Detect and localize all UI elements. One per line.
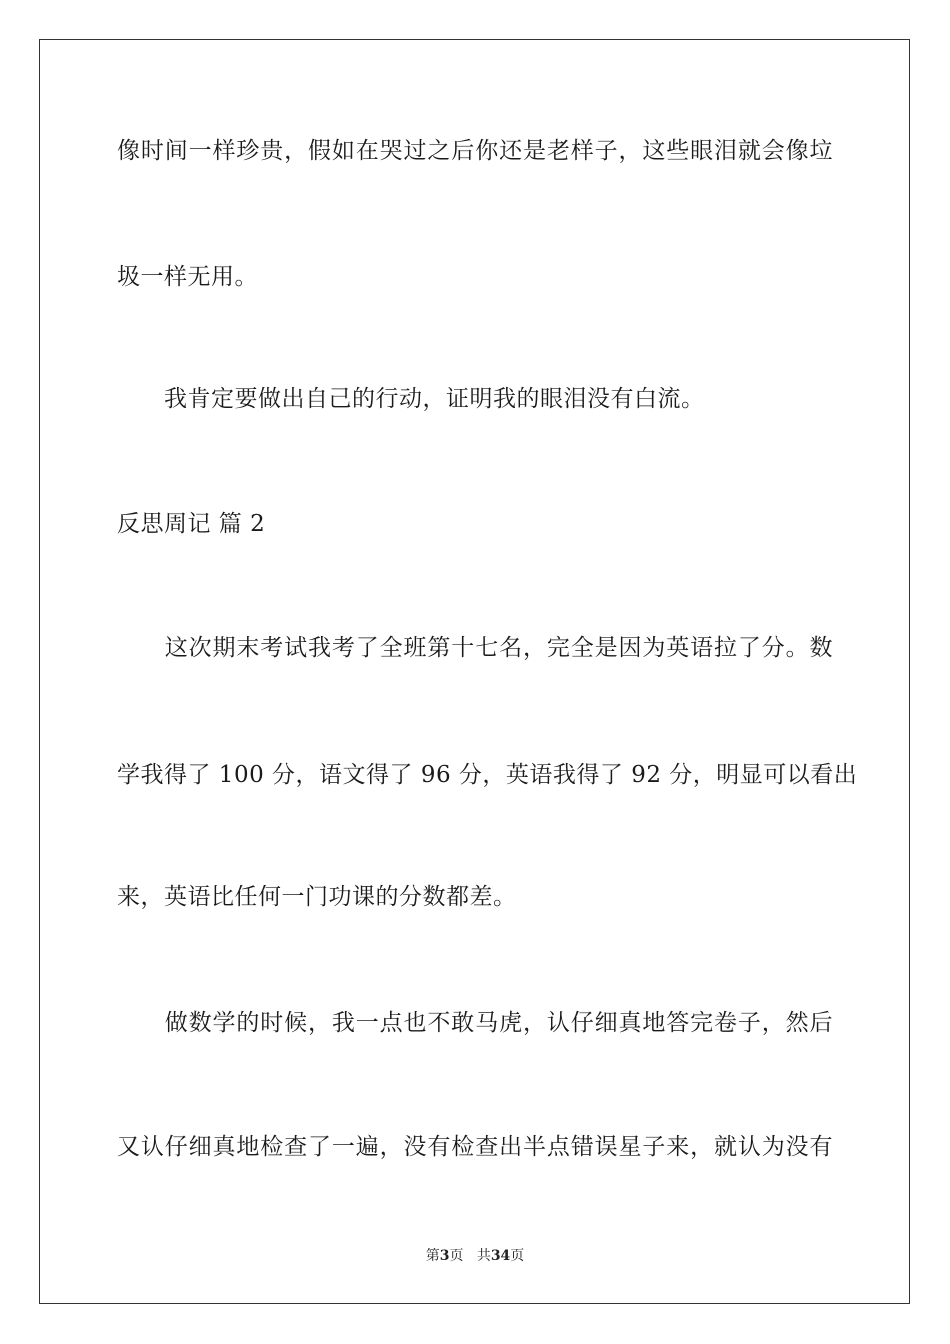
text-line: 学我得了 100 分，语文得了 96 分，英语我得了 92 分，明显可以看出 (117, 762, 858, 788)
footer-prefix: 第 (425, 1248, 440, 1264)
footer-total-suffix: 页 (510, 1248, 525, 1264)
footer-total-prefix: 共 (476, 1248, 491, 1264)
footer-total-pages: 34 (490, 1248, 511, 1264)
text-line: 我肯定要做出自己的行动，证明我的眼泪没有白流。 (117, 386, 705, 412)
text-line: 又认仔细真地检查了一遍，没有检查出半点错误星子来，就认为没有 (117, 1134, 833, 1160)
text-line: 像时间一样珍贵，假如在哭过之后你还是老样子，这些眼泪就会像垃 (117, 138, 833, 164)
text-line: 圾一样无用。 (117, 264, 258, 290)
section-heading: 反思周记 篇 2 (117, 511, 266, 537)
footer-page-suffix: 页 (449, 1248, 464, 1264)
page-border (39, 39, 910, 1304)
text-line: 来，英语比任何一门功课的分数都差。 (117, 884, 517, 910)
text-line: 这次期末考试我考了全班第十七名，完全是因为英语拉了分。数 (117, 635, 833, 661)
footer-page-number: 3 (439, 1248, 450, 1264)
page-footer (0, 1247, 950, 1265)
text-line: 做数学的时候，我一点也不敢马虎，认仔细真地答完卷子，然后 (117, 1010, 833, 1036)
